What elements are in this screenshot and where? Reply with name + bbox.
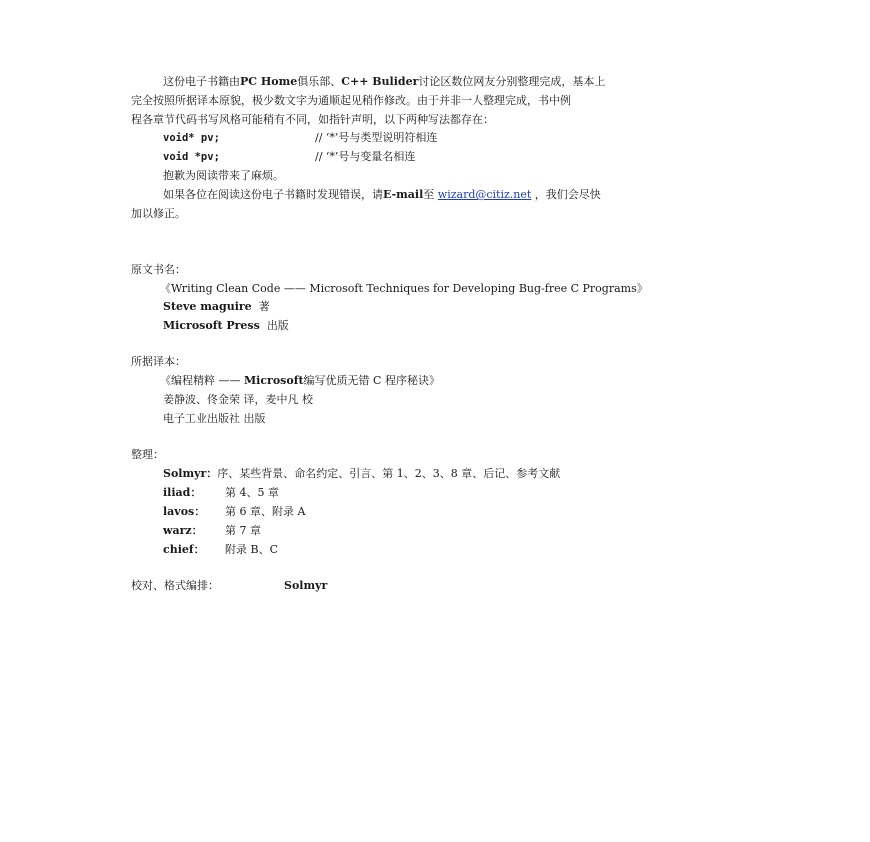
errata-text: 如果各位在阅读这份电子书籍时发现错误，请 <box>163 188 383 201</box>
original-author <box>163 300 270 314</box>
code-snippet: void* pv; <box>163 132 220 144</box>
cpp-builder-text: C++ Bulider <box>341 75 419 88</box>
organizer-row <box>163 505 305 519</box>
organizer-chapters: 第 4、5 章 <box>225 486 279 499</box>
intro-line-3: 程各章节代码书写风格可能稍有不同，如指针声明，以下两种写法都存在： <box>131 113 494 126</box>
original-publisher <box>163 319 289 333</box>
publisher-name: Microsoft Press <box>163 319 260 332</box>
translation-publisher: 电子工业出版社 出版 <box>163 412 266 425</box>
organizer-row <box>163 467 560 481</box>
code-example-2 <box>163 150 415 164</box>
organizer-chapters: 第 6 章、附录 A <box>225 505 306 518</box>
translation-title-part: 编写优质无错 C 程序秘诀》 <box>303 374 440 387</box>
translation-title <box>160 374 440 388</box>
code-snippet: void *pv; <box>163 151 220 163</box>
email-label: E-mail <box>383 188 424 201</box>
organizer-name: iliad： <box>163 486 202 499</box>
original-title: 《Writing Clean Code —— Microsoft Techniques for Developing Bug-free C Programs》 <box>160 282 648 295</box>
translation-translators: 姜静波、佟金荣 译，麦中凡 校 <box>163 393 313 406</box>
errata-line-2: 加以修正。 <box>131 207 186 220</box>
intro-text: 俱乐部、 <box>297 75 342 88</box>
code-comment: // ‘*’号与变量名相连 <box>315 150 416 163</box>
intro-line-2: 完全按照所据译本原貌，极少数文字为通顺起见稍作修改。由于并非一人整理完成，书中例 <box>131 94 571 107</box>
intro-line-1 <box>163 75 605 89</box>
author-name: Steve maguire <box>163 300 252 313</box>
translation-heading: 所据译本： <box>131 355 186 368</box>
organizer-row <box>163 543 278 557</box>
organizer-name: chief： <box>163 543 205 556</box>
organizer-chapters: 序、某些背景、命名约定、引言、第 1、2、3、8 章、后记、参考文献 <box>217 467 561 480</box>
publisher-suffix: 出版 <box>266 319 289 332</box>
errata-text: 至 <box>423 188 435 201</box>
intro-text: 这份电子书籍由 <box>163 75 240 88</box>
organizers-heading: 整理： <box>131 448 164 461</box>
email-link[interactable]: wizard@citiz.net <box>437 188 532 201</box>
proofreading-label: 校对、格式编排： <box>131 579 219 592</box>
author-suffix: 著 <box>258 300 270 313</box>
organizer-chapters: 附录 B、C <box>225 543 278 556</box>
proofreader-name: Solmyr <box>284 579 328 592</box>
organizer-name: warz： <box>163 524 203 537</box>
organizer-row <box>163 524 261 538</box>
original-heading: 原文书名： <box>131 263 186 276</box>
translation-title-part: Microsoft <box>244 374 304 387</box>
organizer-name: lavos： <box>163 505 206 518</box>
translation-title-part: 《编程精粹 —— <box>160 374 244 387</box>
organizer-row <box>163 486 279 500</box>
code-comment: // ‘*’号与类型说明符相连 <box>315 131 438 144</box>
organizer-chapters: 第 7 章 <box>225 524 261 537</box>
apology-line: 抱歉为阅读带来了麻烦。 <box>163 169 284 182</box>
errata-line <box>163 188 601 202</box>
errata-text: ，我们会尽快 <box>534 188 601 201</box>
intro-text: 讨论区数位网友分别整理完成，基本上 <box>418 75 606 88</box>
pc-home-text: PC Home <box>240 75 298 88</box>
organizer-name: Solmyr： <box>163 467 218 480</box>
code-example-1 <box>163 131 437 145</box>
proofreading-line <box>131 579 327 593</box>
